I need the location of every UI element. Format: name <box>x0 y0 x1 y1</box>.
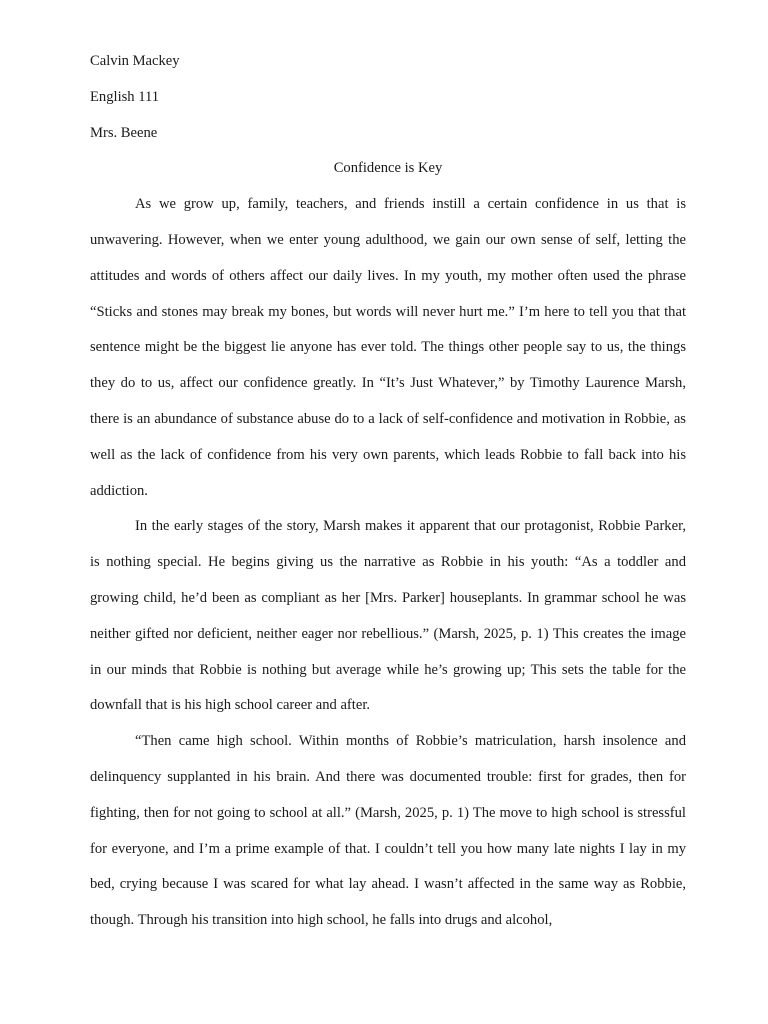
paragraph-3: “Then came high school. Within months of Robbie’s matriculation, harsh insolence and delinquency supplanted in his brain. And there was documented trouble: first for grades, then for fighting, then for not going to school at all.” (Marsh, 2025, p. 1) The move to high school is stressful for everyone, and I’m a prime example of that. I couldn’t tell you how many late nights I lay in my bed, crying because I was scared for what lay ahead. I wasn’t affected in the same way as Robbie, though. Through his transition into high school, he falls into drugs and alcohol, <box>90 733 686 929</box>
author-name: Calvin Mackey <box>90 53 180 69</box>
paragraph-1: As we grow up, family, teachers, and friends instill a certain confidence in us that is unwavering. However, when we enter young adulthood, we gain our own sense of self, letting the attitudes and words of others affect our daily lives. In my youth, my mother often used the phrase “Sticks and stones may break my bones, but words will never hurt me.” I’m here to tell you that that sentence might be the biggest lie anyone has ever told. The things other people say to us, the things they do to us, affect our confidence greatly. In “It’s Just Whatever,” by Timothy Laurence Marsh, there is an abundance of substance abuse do to a lack of self-confidence and motivation in Robbie, as well as the lack of confidence from his very own parents, which leads Robbie to fall back into his addiction. <box>90 196 686 499</box>
essay-body <box>90 44 686 939</box>
instructor-name: Mrs. Beene <box>90 124 158 141</box>
course-name: English 111 <box>90 88 160 105</box>
paragraph-2: In the early stages of the story, Marsh makes it apparent that our protagonist, Robbie Parker, is nothing special. He begins giving us the narrative as Robbie in his youth: “As a toddler and growing child, he’d been as compliant as her [Mrs. Parker] houseplants. In grammar school he was neither gifted nor deficient, neither eager nor rebellious.” (Marsh, 2025, p. 1) This creates the image in our minds that Robbie is nothing but average while he’s growing up; This sets the table for the downfall that is his high school career and after. <box>90 518 686 714</box>
essay-title: Confidence is Key <box>333 160 443 177</box>
